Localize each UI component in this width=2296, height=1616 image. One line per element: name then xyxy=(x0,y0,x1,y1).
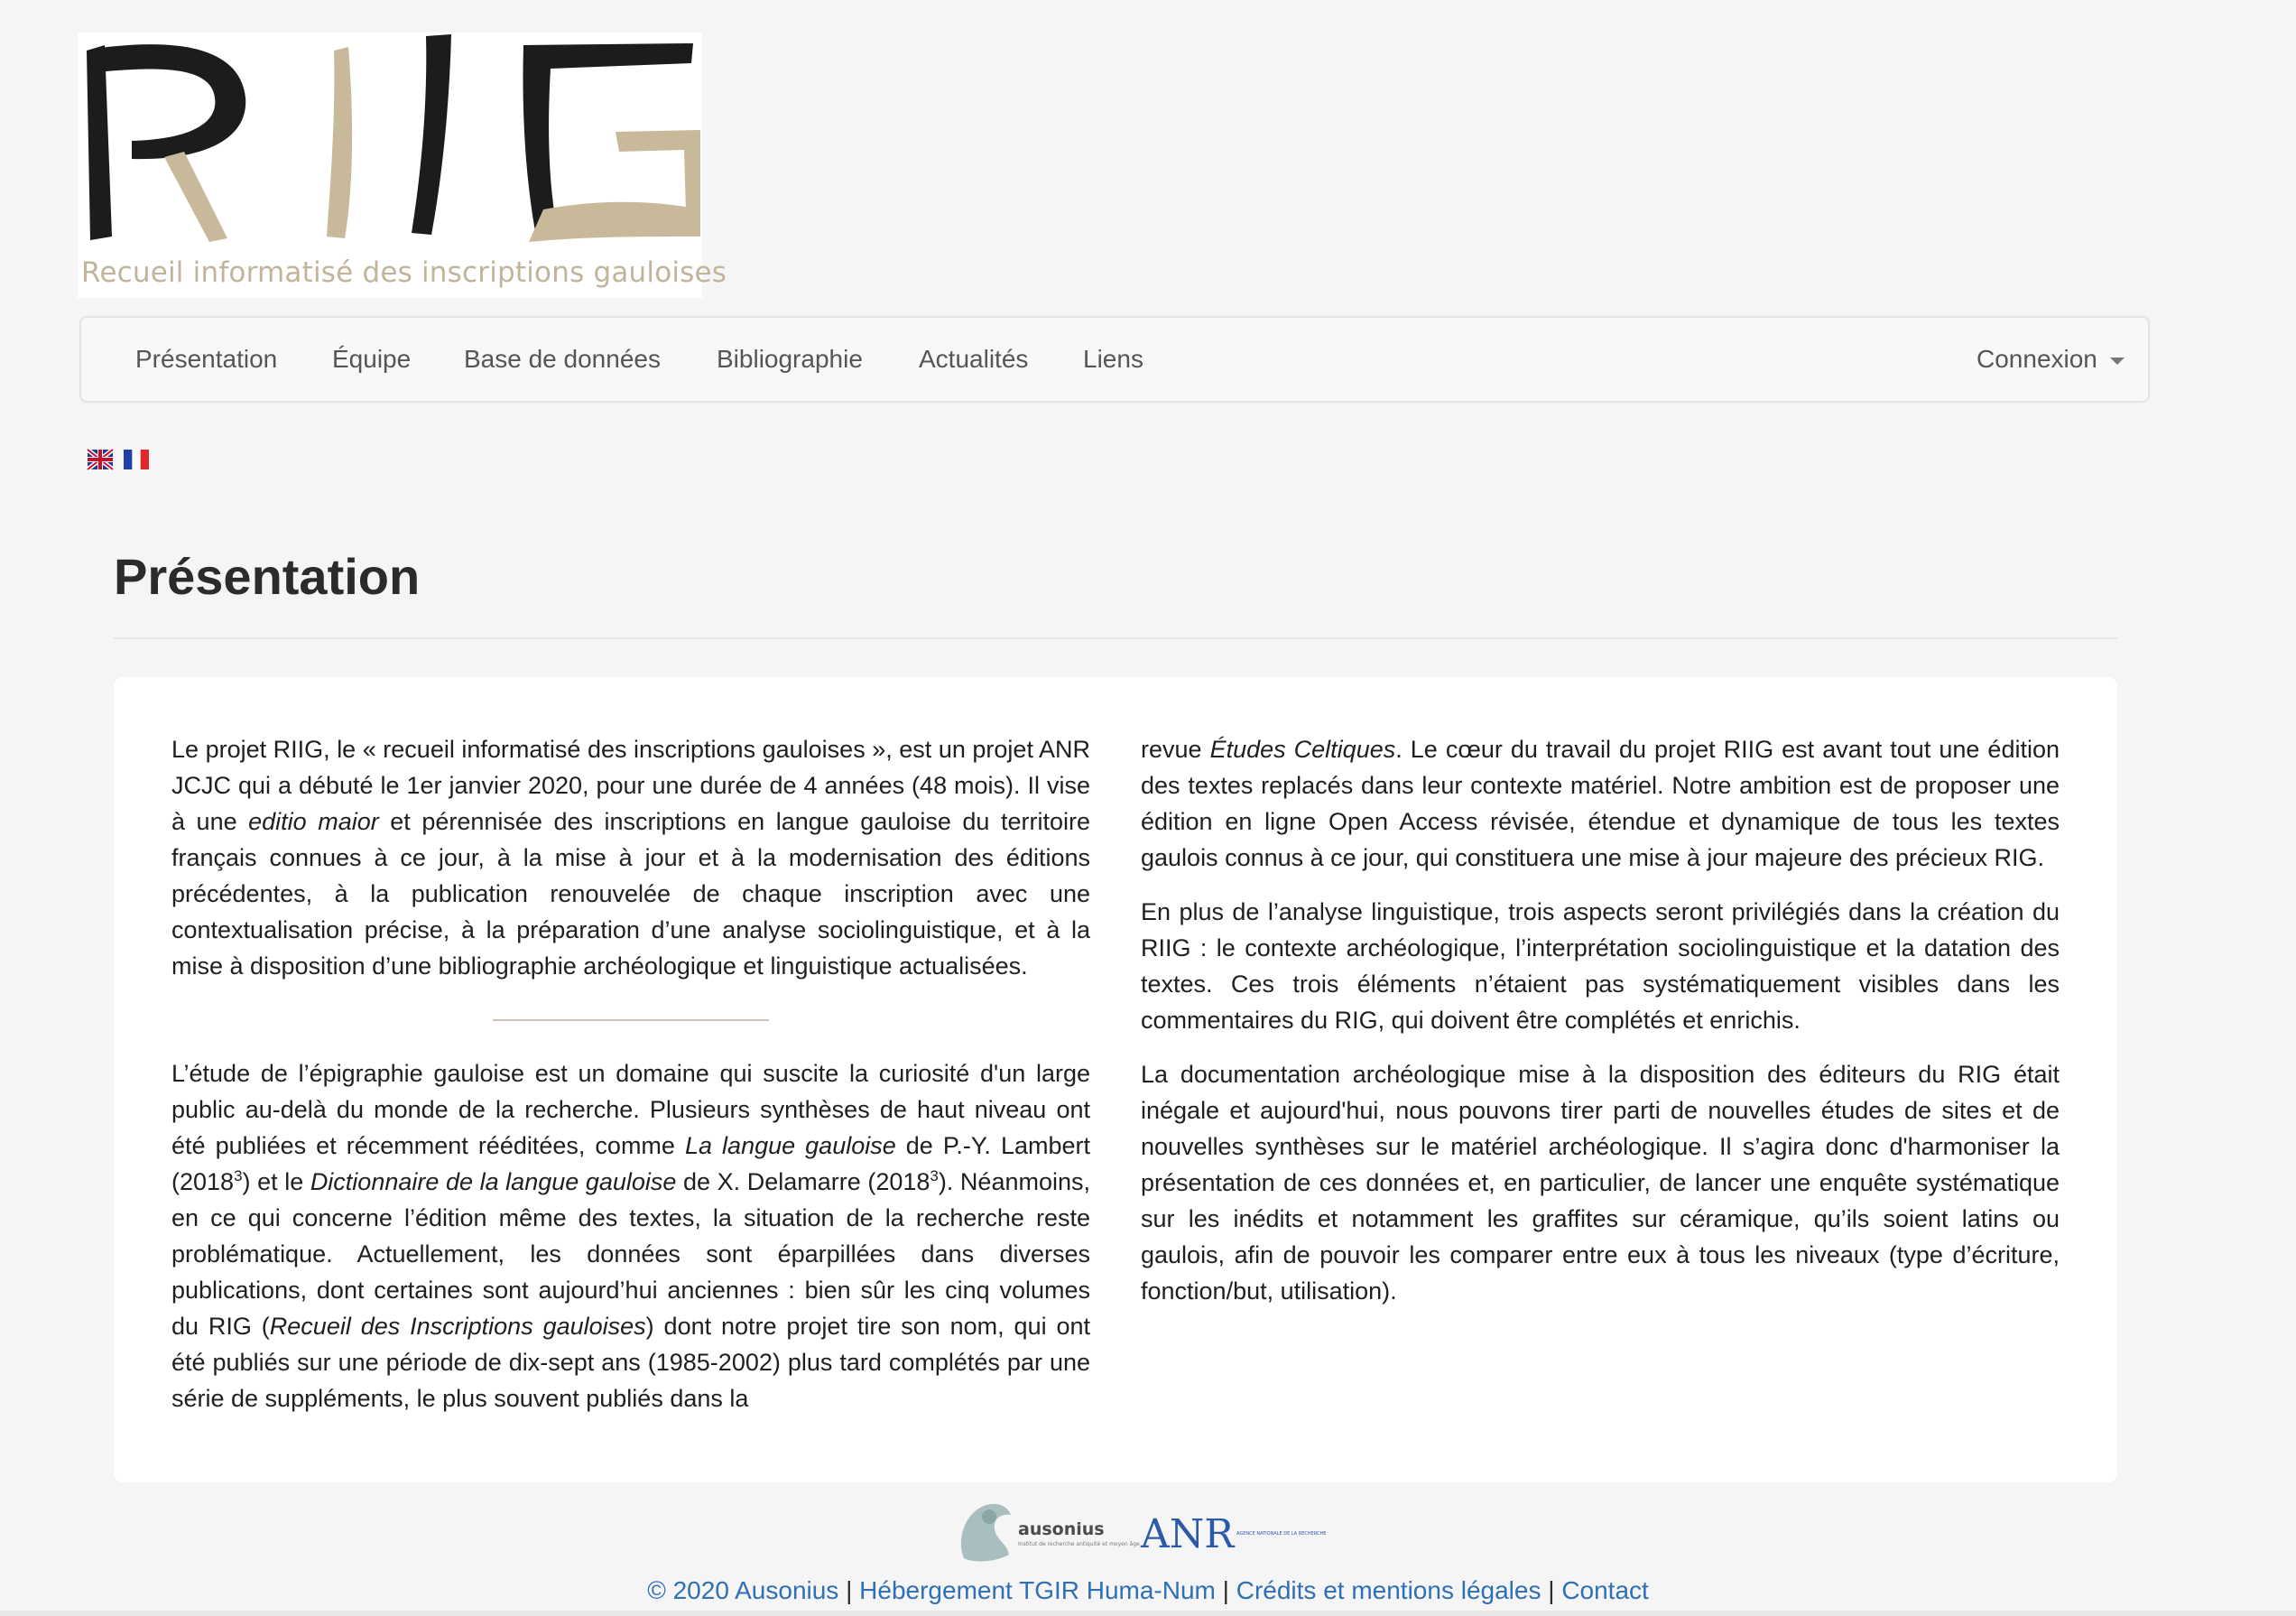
paragraph-epigraphy: L’étude de l’épigraphie gauloise est un domaine qui suscite la curiosité d'un large public au-delà du monde de la recherche. Plusieurs synthèses de haut niveau ont été publiées et récemment rééditées, comme La langue gauloise de P.-Y. Lambert (2018$^3$) et le Dictionnaire de la langue gauloise de X. Delamarre (2018$^3$). Néanmoins, en ce qui concerne l’édition même des textes, la situation de la recherche reste problématique. Actuellement, les données sont éparpillées dans diverses publications, dont certaines sont aujourd’hui anciennes : bien sûr les cinq volumes du RIG (Recueil des Inscriptions gauloises) dont notre projet tire son nom, qui ont été publiés sur une période de dix-sept ans (1985-2002) plus tard complétés par une série de suppléments, le plus souvent publiés dans la xyxy=(171,1060,1091,1412)
login-dropdown[interactable] xyxy=(1977,318,2125,401)
ausonius-logo-label: ausonius xyxy=(1018,1519,1105,1539)
footer-separator: | xyxy=(1222,1576,1229,1604)
anr-logo-subtitle: AGENCE NATIONALE DE LA RECHERCHE xyxy=(1236,1531,1327,1537)
footer-copyright-link[interactable]: © 2020 Ausonius xyxy=(647,1576,839,1604)
site-logo[interactable] xyxy=(78,33,727,298)
nav-item-bibliographie[interactable]: Bibliographie xyxy=(717,345,863,373)
nav-item-base-de-donnees[interactable]: Base de données xyxy=(464,345,661,373)
paragraph-intro: Le projet RIIG, le « recueil informatisé des inscriptions gauloises », est un projet ANR JCJC qui a débuté le 1er janvier 2020, pour une durée de 4 années (48 mois). Il vise à une editio maior et pérennisée des inscriptions en langue gauloise du territoire français connues à ce jour, à la mise à jour et à la modernisation des éditions précédentes, à la publication renouvelée de chaque inscription avec une contextualisation précise, à la préparation d’une analyse sociolinguistique, et à la mise à disposition d’une bibliographie archéologique et linguistique actualisées. xyxy=(171,736,1091,980)
anr-logo[interactable] xyxy=(1140,1511,1326,1557)
main-navbar xyxy=(79,316,2150,403)
footer-separator: | xyxy=(846,1576,853,1604)
footer-hosting-link[interactable]: Hébergement TGIR Huma-Num xyxy=(859,1576,1216,1604)
partner-logos xyxy=(957,1495,1327,1564)
riig-logo-mark xyxy=(78,33,702,258)
nav-item-presentation[interactable]: Présentation xyxy=(135,345,278,373)
section-divider xyxy=(493,1019,769,1021)
ausonius-logo[interactable] xyxy=(961,1504,1140,1562)
footer-contact-link[interactable]: Contact xyxy=(1561,1576,1649,1604)
page-title: Présentation xyxy=(114,548,421,605)
logo-subtitle: Recueil informatisé des inscriptions gauloises xyxy=(81,256,727,289)
footer-credits-link[interactable]: Crédits et mentions légales xyxy=(1236,1576,1541,1604)
nav-item-equipe[interactable]: Équipe xyxy=(332,345,412,373)
paragraph-edition: revue Études Celtiques. Le cœur du travail du projet RIIG est avant tout une édition des textes replacés dans leur contexte matériel. Notre ambition est de proposer une édition en ligne Open Access révisée, étendue et dynamique de tous les textes gaulois connus à ce jour, qui constituera une mise à jour majeure des précieux RIG. xyxy=(1141,736,2060,871)
nav-item-liens[interactable]: Liens xyxy=(1083,345,1143,373)
login-label: Connexion xyxy=(1977,345,2097,373)
uk-flag-icon[interactable] xyxy=(88,450,113,469)
content-column-right xyxy=(1141,731,2060,1309)
title-divider xyxy=(114,637,2117,639)
paragraph-documentation: La documentation archéologique mise à la disposition des éditeurs du RIG était inégale et aujourd'hui, nous pouvons tirer parti de nouvelles études de sites et de nouvelles synthèses sur le matériel archéologique. Il s’agira donc d'harmoniser la présentation de ces données et, en particulier, de lancer une enquête systématique sur les inédits et notamment les graffites sur céramique, qu’ils soient latins ou gaulois, afin de pouvoir les comparer entre eux à tous les niveaux (type d’écriture, fonction/but, utilisation). xyxy=(1141,1061,2060,1305)
caret-down-icon xyxy=(2110,358,2125,365)
content-column-left xyxy=(171,731,1090,1416)
footer-links xyxy=(0,1573,2296,1609)
ausonius-logo-subtitle: Institut de recherche antiquité et moyen âge xyxy=(1018,1541,1140,1547)
footer-bar xyxy=(0,1611,2296,1616)
anr-logo-label: ANR xyxy=(1141,1511,1235,1557)
france-flag-icon[interactable] xyxy=(124,450,149,469)
paragraph-aspects: En plus de l’analyse linguistique, trois aspects seront privilégiés dans la création du RIIG : le contexte archéologique, l’interprétation sociolinguistique et la datation des textes. Ces trois éléments n’étaient pas systématiquement visibles dans les commentaires du RIG, qui doivent être complétés et enrichis. xyxy=(1141,898,2060,1034)
footer-separator: | xyxy=(1548,1576,1555,1604)
nav-item-actualites[interactable]: Actualités xyxy=(919,345,1029,373)
content-card xyxy=(114,677,2117,1482)
